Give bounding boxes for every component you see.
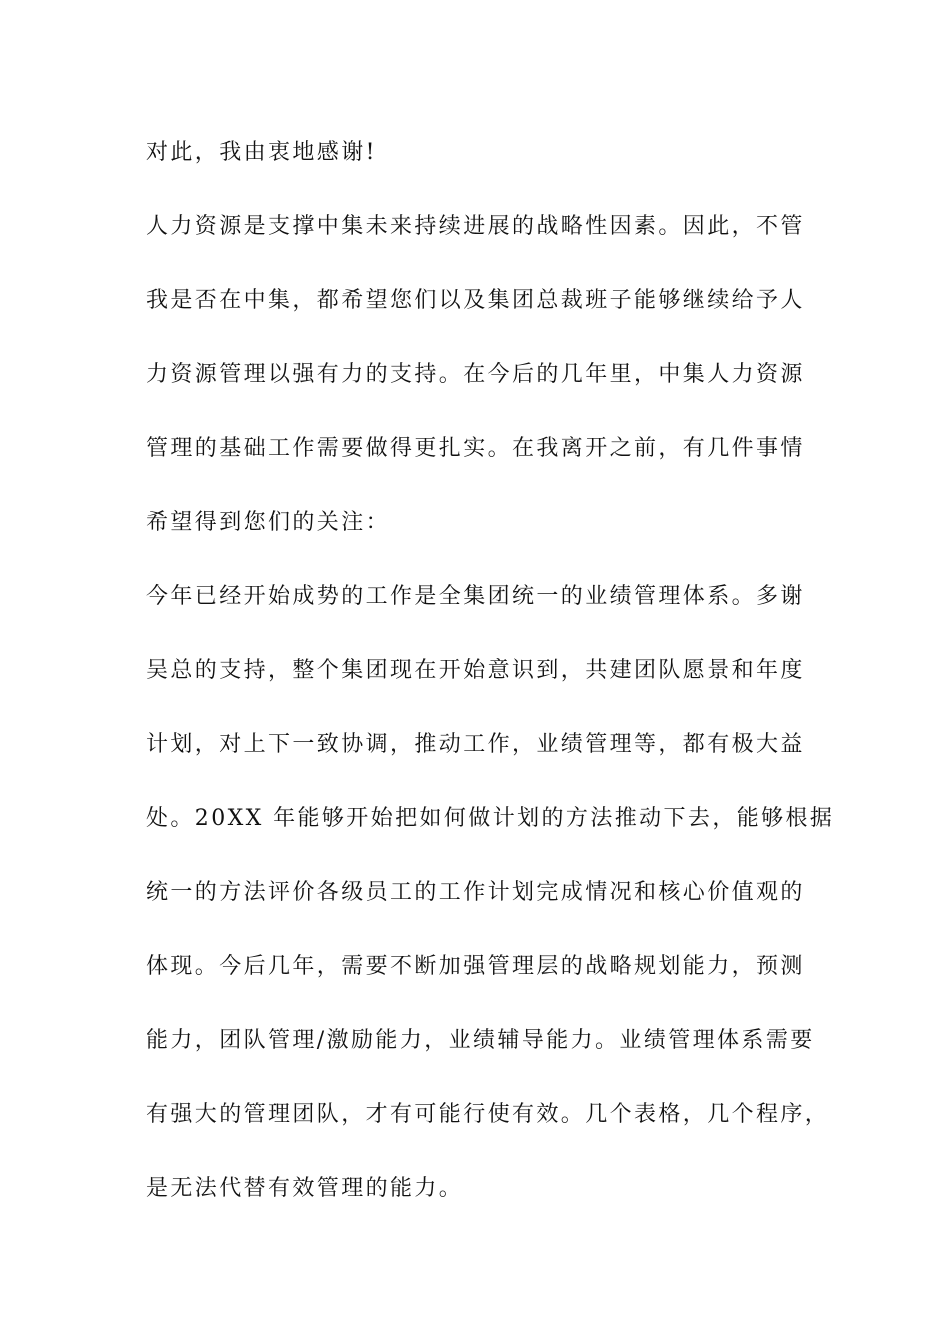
text-line: 管理的基础工作需要做得更扎实。在我离开之前，有几件事情 — [146, 436, 805, 461]
text-line: 体现。今后几年，需要不断加强管理层的战略规划能力，预测 — [146, 954, 805, 979]
document-body — [146, 134, 835, 1244]
text-line: 我是否在中集，都希望您们以及集团总裁班子能够继续给予人 — [146, 288, 805, 313]
text-line: 吴总的支持，整个集团现在开始意识到，共建团队愿景和年度 — [146, 658, 805, 683]
text-line: 计划，对上下一致协调，推动工作，业绩管理等，都有极大益 — [146, 732, 805, 757]
text-line: 能力，团队管理/激励能力，业绩辅导能力。业绩管理体系需要 — [146, 1028, 815, 1053]
text-line: 有强大的管理团队，才有可能行使有效。几个表格，几个程序， — [146, 1102, 830, 1127]
text-line: 处。20XX 年能够开始把如何做计划的方法推动下去，能够根据 — [146, 806, 835, 831]
text-line: 人力资源是支撑中集未来持续进展的战略性因素。因此，不管 — [146, 214, 805, 239]
text-line: 是无法代替有效管理的能力。 — [146, 1176, 464, 1201]
text-line: 力资源管理以强有力的支持。在今后的几年里，中集人力资源 — [146, 362, 805, 387]
text-line: 对此，我由衷地感谢! — [146, 140, 377, 165]
text-line: 统一的方法评价各级员工的工作计划完成情况和核心价值观的 — [146, 880, 805, 905]
text-line: 希望得到您们的关注： — [146, 510, 391, 535]
text-line: 今年已经开始成势的工作是全集团统一的业绩管理体系。多谢 — [146, 584, 805, 609]
